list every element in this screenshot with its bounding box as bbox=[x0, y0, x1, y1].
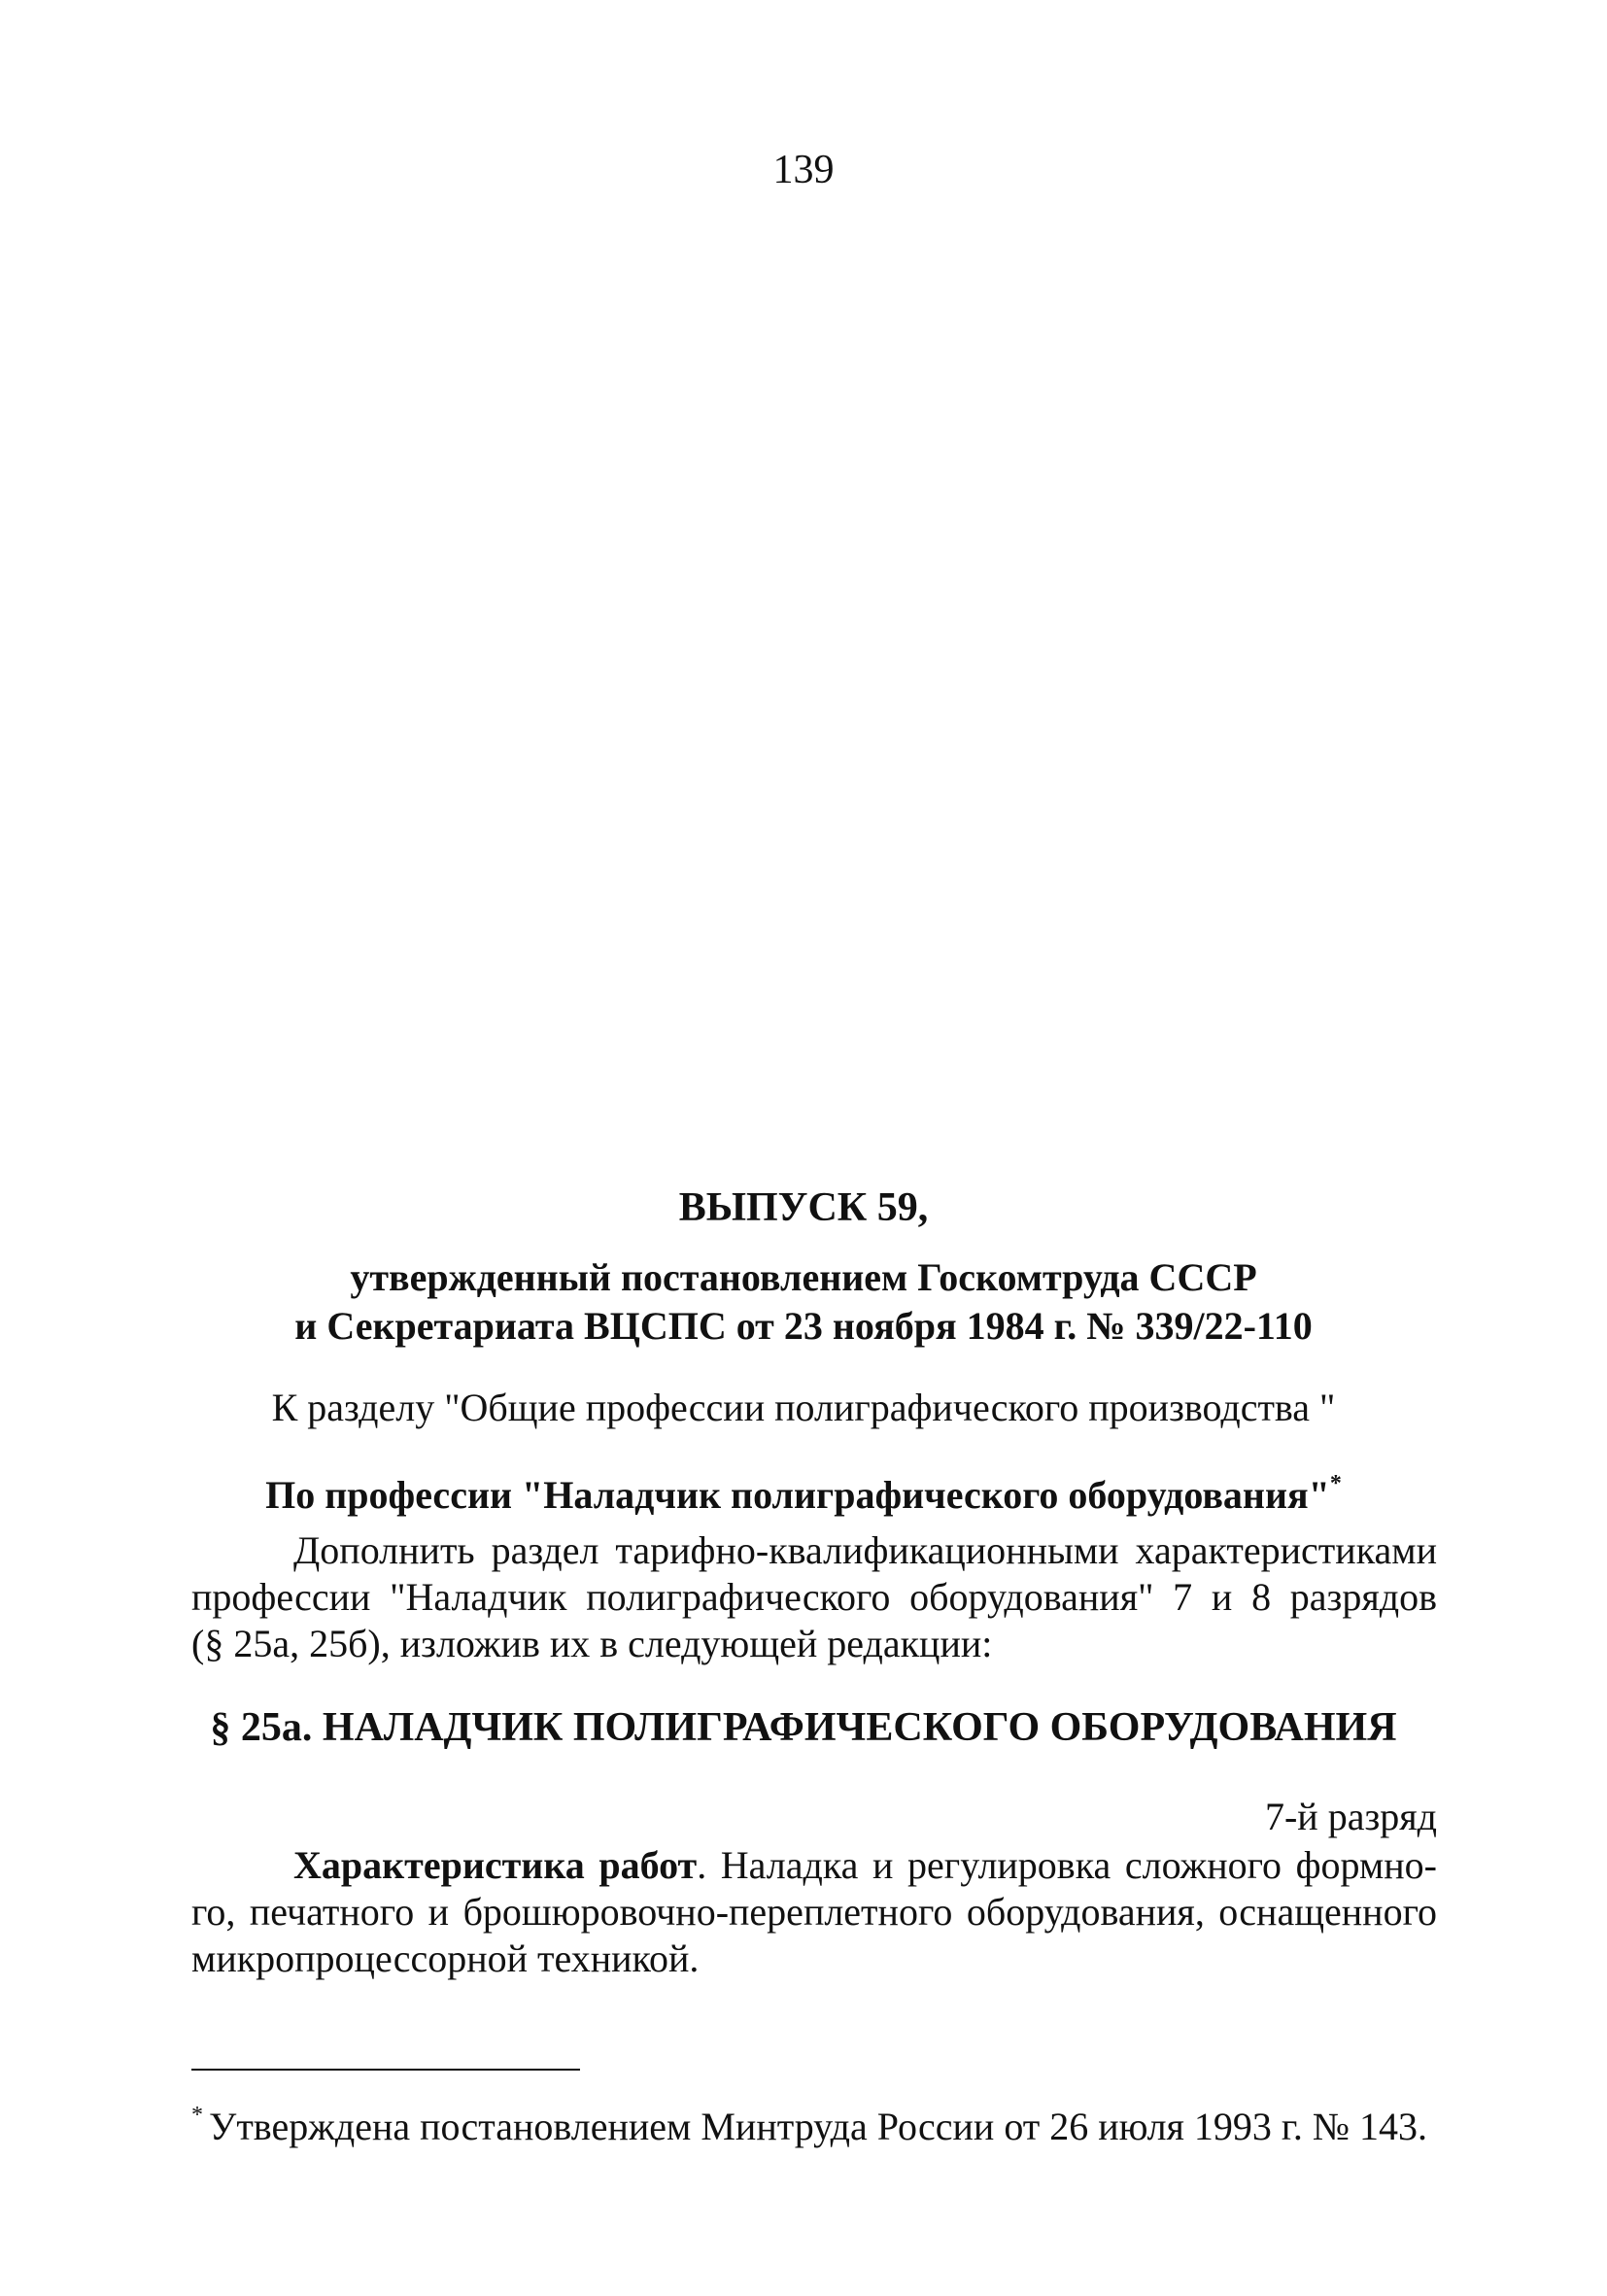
profession-heading bbox=[0, 1459, 1607, 1520]
page-number: 139 bbox=[772, 148, 835, 192]
footnote bbox=[191, 2091, 1454, 2151]
approval-statement bbox=[0, 1253, 1607, 1351]
work-description-line-2: го, печатного и брошюровочно-переплетного оборудования, оснащенного bbox=[191, 1890, 1437, 1934]
approval-line-2: и Секретариата ВЦСПС от 23 ноября 1984 г. № 339/22-110 bbox=[294, 1304, 1313, 1348]
grade-label: 7-й разряд bbox=[1264, 1795, 1437, 1838]
section-heading: § 25а. НАЛАДЧИК ПОЛИГРАФИЧЕСКОГО ОБОРУДОВАНИЯ bbox=[210, 1705, 1397, 1750]
approval-line-1: утвержденный постановлением Госкомтруда СССР bbox=[350, 1255, 1257, 1299]
footnote-mark-ref: * bbox=[1329, 1471, 1342, 1496]
work-description bbox=[191, 1842, 1437, 1982]
work-description-line-3: микропроцессорной техникой. bbox=[191, 1936, 700, 1980]
instruction-paragraph bbox=[191, 1527, 1437, 1667]
footnote-mark: * bbox=[191, 2103, 203, 2128]
instruction-line-1: Дополнить раздел тарифно-квалификационными характеристиками bbox=[293, 1528, 1437, 1572]
instruction-line-3: (§ 25а, 25б), изложив их в следующей редакции: bbox=[191, 1622, 993, 1665]
work-description-label: Характеристика работ bbox=[293, 1843, 698, 1887]
footnote-divider bbox=[191, 2069, 580, 2071]
section-reference: К разделу "Общие профессии полиграфического производства " bbox=[271, 1386, 1336, 1429]
profession-heading-text: По профессии "Наладчик полиграфического оборудования" bbox=[265, 1473, 1330, 1517]
instruction-line-2: профессии "Наладчик полиграфического оборудования" 7 и 8 разрядов bbox=[191, 1575, 1437, 1619]
work-description-line-1 bbox=[191, 1842, 1437, 1889]
issue-title: ВЫПУСК 59, bbox=[678, 1185, 929, 1230]
work-description-line-1-text: . Наладка и регулировка сложного формно- bbox=[697, 1843, 1437, 1887]
footnote-text: Утверждена постановлением Минтруда России от 26 июля 1993 г. № 143. bbox=[209, 2105, 1427, 2148]
